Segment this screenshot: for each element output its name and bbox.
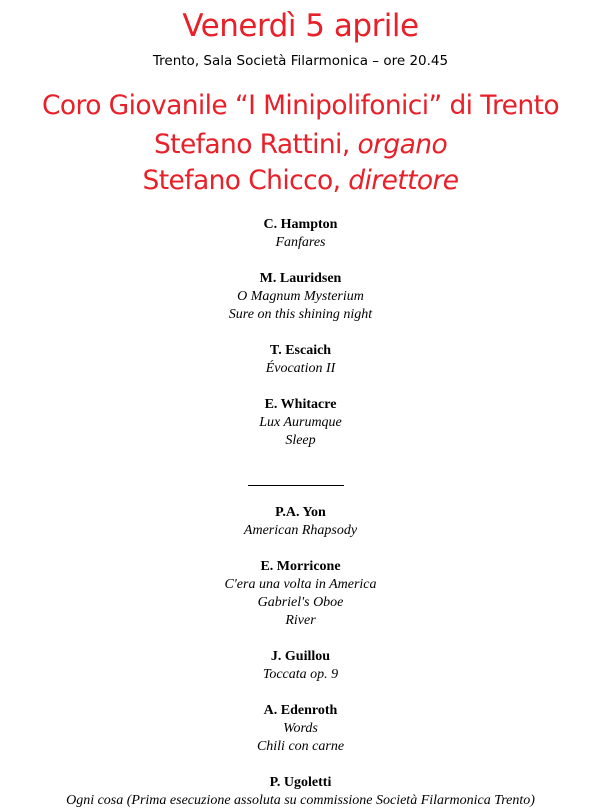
work-title: Fanfares — [275, 235, 326, 250]
work-title: Lux Aurumque — [259, 415, 342, 430]
composer-name: E. Whitacre — [264, 397, 337, 412]
program-item-escaich — [0, 342, 601, 378]
work-title: Chili con carne — [256, 739, 345, 754]
program-item-ugoletti — [0, 774, 601, 810]
performer-role: direttore — [348, 165, 459, 196]
performer-name: Stefano Rattini, — [153, 129, 358, 160]
program-item-hampton — [0, 216, 601, 252]
performer-role: organo — [357, 129, 448, 160]
program-item-guillou — [0, 648, 601, 684]
performer-name: Stefano Chicco, — [142, 165, 349, 196]
work-title: Toccata op. 9 — [262, 667, 339, 682]
work-title: American Rhapsody — [243, 523, 358, 538]
program-item-morricone — [0, 558, 601, 630]
intermission-divider — [248, 485, 344, 486]
work-title: Words — [283, 721, 318, 736]
performer-name: Coro Giovanile “I Minipolifonici” di Trento — [42, 90, 559, 121]
composer-name: T. Escaich — [269, 343, 332, 358]
venue-line: Trento, Sala Società Filarmonica – ore 20.45 — [152, 53, 449, 69]
program-item-yon — [0, 504, 601, 540]
composer-name: J. Guillou — [270, 649, 331, 664]
composer-name: E. Morricone — [260, 559, 341, 574]
composer-name: P. Ugoletti — [269, 775, 332, 790]
composer-name: P.A. Yon — [275, 505, 326, 520]
work-title: Évocation II — [265, 361, 336, 376]
composer-name: M. Lauridsen — [259, 271, 342, 286]
work-title: Sleep — [285, 433, 316, 448]
work-title: River — [285, 613, 316, 628]
program-item-lauridsen — [0, 270, 601, 324]
concert-date-title: Venerdì 5 aprile — [182, 8, 419, 44]
performer-choir — [0, 88, 601, 124]
performer-organist — [0, 127, 601, 163]
work-title: Sure on this shining night — [228, 307, 373, 322]
performer-conductor — [0, 163, 601, 199]
work-title: O Magnum Mysterium — [237, 289, 364, 304]
work-title: C'era una volta in America — [224, 577, 377, 592]
program-item-whitacre — [0, 396, 601, 450]
composer-name: C. Hampton — [263, 217, 338, 232]
work-title: Gabriel's Oboe — [257, 595, 344, 610]
work-title: Ogni cosa (Prima esecuzione assoluta su commissione Società Filarmonica Trento) — [66, 793, 535, 808]
composer-name: A. Edenroth — [263, 703, 338, 718]
program-item-edenroth — [0, 702, 601, 756]
